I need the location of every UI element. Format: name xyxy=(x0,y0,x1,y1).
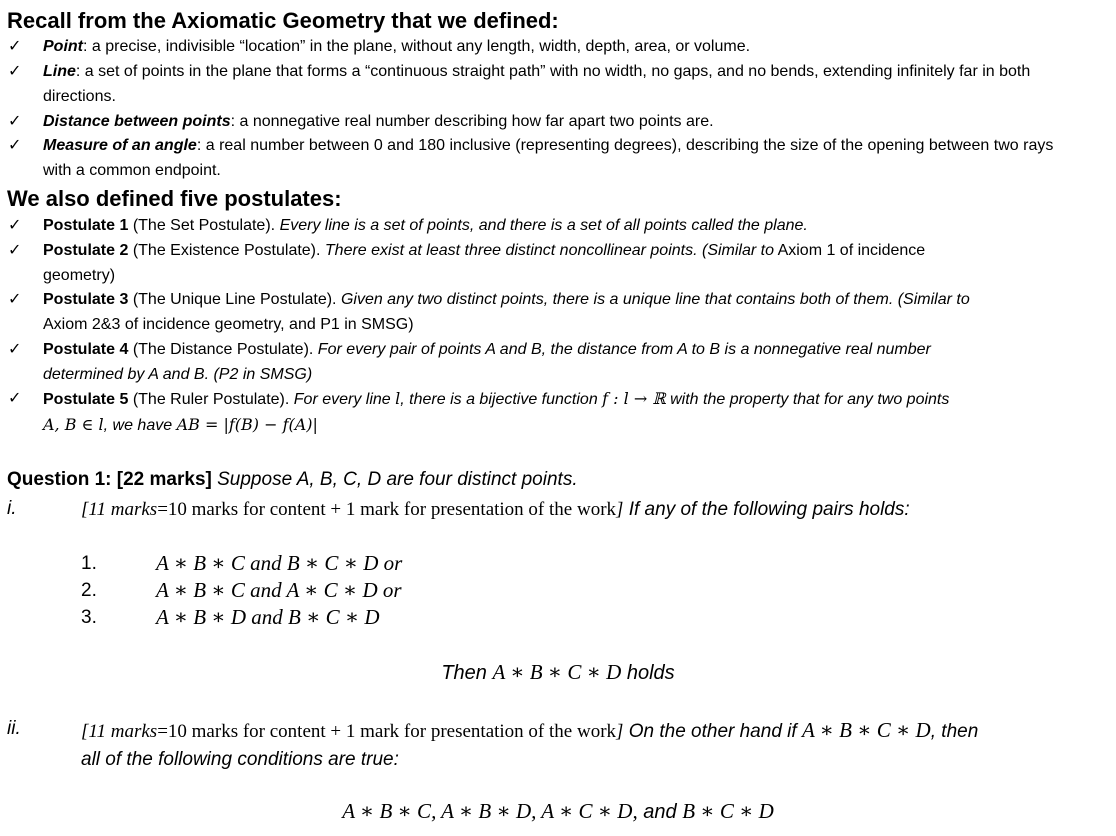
marks-detail: =10 marks for content + 1 mark for presentation of the work xyxy=(157,721,617,742)
postulate-tail: Axiom 2&3 of incidence geometry, and P1 in SMSG) xyxy=(43,315,414,333)
marks-label: [11 marks xyxy=(81,499,158,520)
definition-text: : a real number between 0 and 180 inclusive (representing degrees), describing the size of the opening between two rays with a common endpoint. xyxy=(43,137,1054,179)
postulate-text: , we have xyxy=(103,416,173,434)
postulates-heading: We also defined five postulates: xyxy=(7,186,342,211)
definition-text: : a precise, indivisible “location” in the plane, without any length, width, depth, area, or volume. xyxy=(83,38,751,55)
part-i-text xyxy=(81,496,1066,524)
part-ii-prompt: On the other hand if xyxy=(628,721,797,742)
definition-text: : a nonnegative real number describing how far apart two points are. xyxy=(230,113,714,130)
postulate-name: (The Distance Postulate). xyxy=(132,341,314,358)
math-l: l xyxy=(395,389,401,408)
part-i-prompt: If any of the following pairs holds: xyxy=(628,499,910,520)
check-icon: ✓ xyxy=(8,137,22,154)
postulate-label: Postulate 5 xyxy=(43,391,129,408)
postulate-name: (The Existence Postulate). xyxy=(132,242,321,259)
postulate-text: , there is a bijective function xyxy=(400,391,598,408)
part-ii-label: ii. xyxy=(7,718,21,739)
condition-expression: A ∗ B ∗ C and A ∗ C ∗ D or xyxy=(156,578,402,602)
question-title xyxy=(7,469,578,491)
part-ii-text xyxy=(81,716,1066,774)
postulate-label: Postulate 4 xyxy=(43,341,129,358)
question-label: Question 1: [22 marks] xyxy=(7,469,212,490)
postulate-tail: determined by A and B. (P2 in SMSG) xyxy=(43,365,313,383)
marks-close: ] xyxy=(616,721,624,742)
final-and: and xyxy=(643,801,677,823)
definition-term: Distance between points xyxy=(43,113,231,130)
check-icon: ✓ xyxy=(8,63,22,80)
recall-heading: Recall from the Axiomatic Geometry that we defined: xyxy=(7,8,559,33)
conclusion-tail: holds xyxy=(626,662,675,684)
check-icon: ✓ xyxy=(8,242,22,259)
math-expression: A, B ∈ l xyxy=(43,414,104,434)
postulate-name: (The Unique Line Postulate). xyxy=(132,291,337,308)
condition-number: 2. xyxy=(81,580,97,601)
check-icon: ✓ xyxy=(8,390,22,407)
postulate-label: Postulate 1 xyxy=(43,217,129,234)
final-expression: A ∗ B ∗ C, A ∗ B ∗ D, A ∗ C ∗ D, xyxy=(342,799,638,823)
condition-expression: A ∗ B ∗ C and B ∗ C ∗ D or xyxy=(156,551,403,575)
postulate-tail: geometry) xyxy=(43,266,116,284)
math-expression: A ∗ B ∗ C ∗ D xyxy=(801,718,931,742)
marks-close: ] xyxy=(616,499,624,520)
conclusion-expression: A ∗ B ∗ C ∗ D xyxy=(492,660,622,684)
postulate-text: with the property that for any two points xyxy=(670,391,950,408)
condition-number: 1. xyxy=(81,553,97,574)
postulate-text: There exist at least three distinct noncollinear points. (Similar to xyxy=(324,242,774,259)
conclusion-then: Then xyxy=(441,662,487,684)
postulate-text: Every line is a set of points, and there is a set of all points called the plane. xyxy=(279,217,808,234)
postulate-ref: Axiom 1 of incidence xyxy=(777,242,926,259)
final-conditions xyxy=(0,799,1116,824)
definition-term: Line xyxy=(43,63,76,80)
part-i-label: i. xyxy=(7,498,17,519)
math-expression: AB = |f(B) − f(A)| xyxy=(176,414,318,434)
check-icon: ✓ xyxy=(8,291,22,308)
check-icon: ✓ xyxy=(8,341,22,358)
definition-term: Measure of an angle xyxy=(43,137,197,154)
part-ii-prompt: all of the following conditions are true: xyxy=(81,749,399,770)
postulate-text: Given any two distinct points, there is a unique line that contains both of them. (Similar to xyxy=(340,291,970,308)
final-expression: B ∗ C ∗ D xyxy=(682,799,774,823)
definition-term: Point xyxy=(43,38,83,55)
check-icon: ✓ xyxy=(8,38,22,55)
postulate-name: (The Set Postulate). xyxy=(132,217,276,234)
condition-number: 3. xyxy=(81,607,97,628)
part-ii-prompt: , then xyxy=(930,721,979,742)
postulate-label: Postulate 3 xyxy=(43,291,129,308)
condition-expression: A ∗ B ∗ D and B ∗ C ∗ D xyxy=(156,605,380,629)
definition-text: : a set of points in the plane that forms a “continuous straight path” with no width, no gaps, and no bends, extending infinitely far in both directions. xyxy=(43,63,1031,105)
marks-detail: =10 marks for content + 1 mark for presentation of the work xyxy=(157,499,617,520)
marks-label: [11 marks xyxy=(81,721,158,742)
math-function: f : l → ℝ xyxy=(602,389,666,408)
question-intro: Suppose A, B, C, D are four distinct points. xyxy=(217,469,578,490)
conclusion xyxy=(0,660,1116,685)
postulate-name: (The Ruler Postulate). xyxy=(132,391,290,408)
postulate-text: For every pair of points A and B, the distance from A to B is a nonnegative real number xyxy=(317,341,931,358)
check-icon: ✓ xyxy=(8,113,22,130)
check-icon: ✓ xyxy=(8,217,22,234)
postulate-text: For every line xyxy=(293,391,391,408)
postulate-label: Postulate 2 xyxy=(43,242,129,259)
